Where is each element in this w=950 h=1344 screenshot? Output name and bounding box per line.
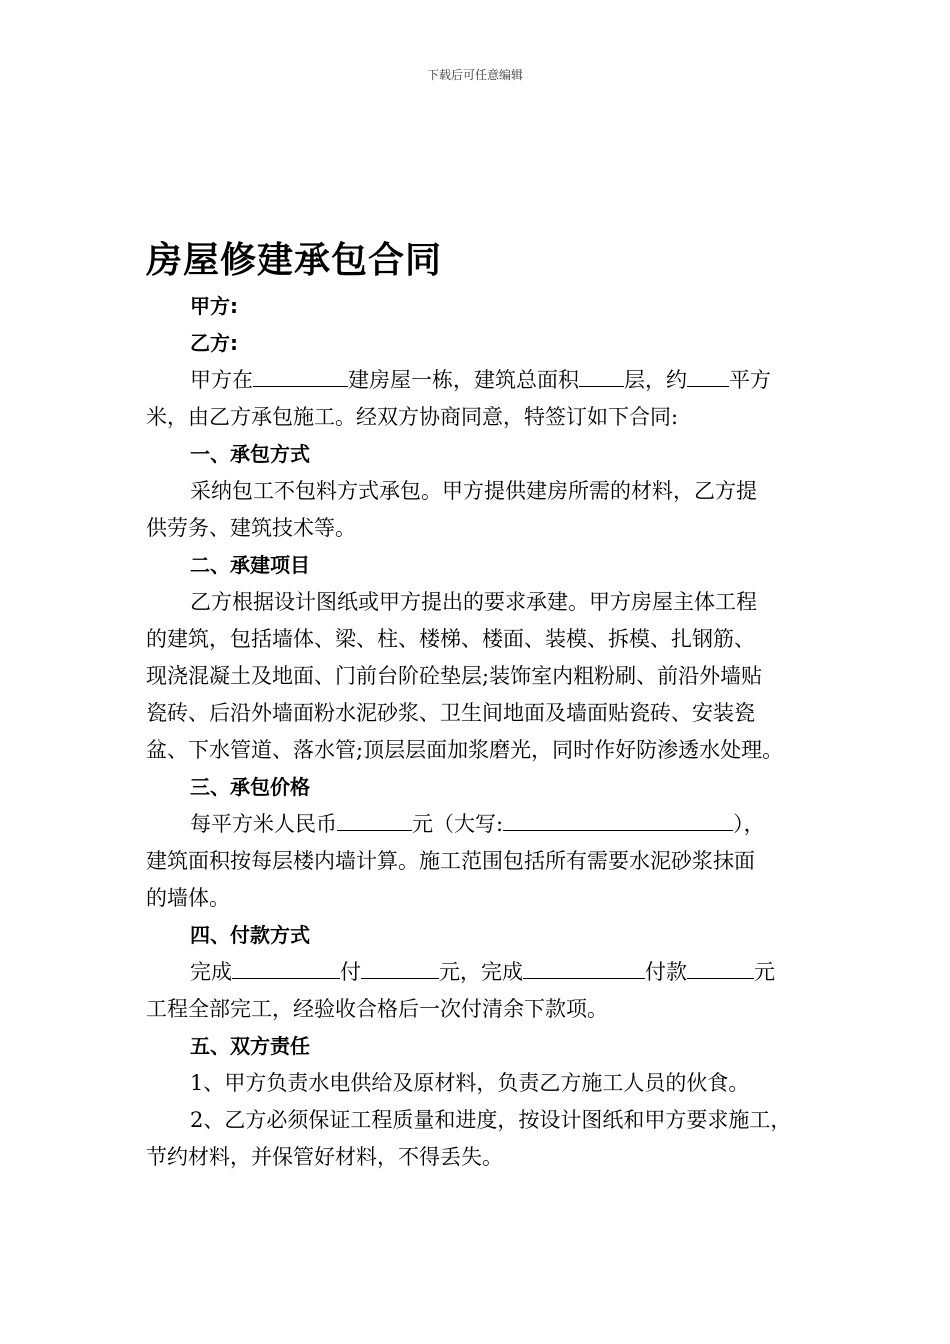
party-b-label: 乙方: (190, 331, 238, 355)
floors-blank[interactable] (579, 364, 624, 387)
section-heading: 四、付款方式 (190, 923, 310, 947)
paragraph-line: 供劳务、建筑技术等。 (146, 516, 356, 540)
payment-1-blank[interactable] (361, 956, 439, 979)
payment-line: 完成 付 元，完成 付款 元 (146, 954, 808, 991)
paragraph-line: 采纳包工不包料方式承包。甲方提供建房所需的材料，乙方提 (190, 479, 757, 503)
section-heading: 三、承包价格 (190, 775, 310, 799)
section-heading: 五、双方责任 (190, 1034, 310, 1058)
paragraph-line: 现浇混凝土及地面、门前台阶砼垫层;装饰室内粗粉刷、前沿外墙贴 (146, 664, 763, 688)
price-in-words-blank[interactable] (503, 808, 733, 831)
payment-2-blank[interactable] (687, 956, 754, 979)
document-title: 房屋修建承包合同 (146, 240, 443, 281)
paragraph-line: 建筑面积按每层楼内墙计算。施工范围包括所有需要水泥砂浆抹面 (146, 849, 755, 873)
price-line: 每平方米人民币 元（大写: ）， (146, 806, 808, 843)
section-heading: 二、承建项目 (190, 553, 310, 577)
milestone-1-blank[interactable] (232, 956, 340, 979)
location-blank[interactable] (253, 364, 348, 387)
paragraph-line: 工程全部完工，经验收合格后一次付清余下款项。 (146, 997, 608, 1021)
paragraph-line: 节约材料，并保管好材料，不得丢失。 (146, 1145, 503, 1169)
paragraph-line: 2、乙方必须保证工程质量和进度，按设计图纸和甲方要求施工， (190, 1108, 792, 1132)
paragraph-line: 瓷砖、后沿外墙面粉水泥砂浆、卫生间地面及墙面贴瓷砖、安装瓷 (146, 701, 755, 725)
area-blank[interactable] (687, 364, 729, 387)
section-heading: 一、承包方式 (190, 442, 310, 466)
intro-line-2: 米，由乙方承包施工。经双方协商同意，特签订如下合同: (146, 405, 679, 429)
milestone-2-blank[interactable] (523, 956, 645, 979)
intro-line-1: 甲方在 建房屋一栋，建筑总面积 层，约 平方 (146, 362, 808, 399)
paragraph-line: 的墙体。 (146, 886, 230, 910)
paragraph-line: 乙方根据设计图纸或甲方提出的要求承建。甲方房屋主体工程 (190, 590, 757, 614)
download-note: 下载后可任意编辑 (426, 68, 523, 82)
paragraph-line: 1、甲方负责水电供给及原材料，负责乙方施工人员的伙食。 (190, 1071, 750, 1095)
contract-body (146, 238, 808, 1176)
paragraph-line: 盆、下水管道、落水管;顶层层面加浆磨光，同时作好防渗透水处理。 (146, 738, 784, 762)
unit-price-blank[interactable] (337, 808, 412, 831)
paragraph-line: 的建筑，包括墙体、梁、柱、楼梯、楼面、装模、拆模、扎钢筋、 (146, 627, 755, 651)
party-a-label: 甲方: (190, 294, 238, 318)
